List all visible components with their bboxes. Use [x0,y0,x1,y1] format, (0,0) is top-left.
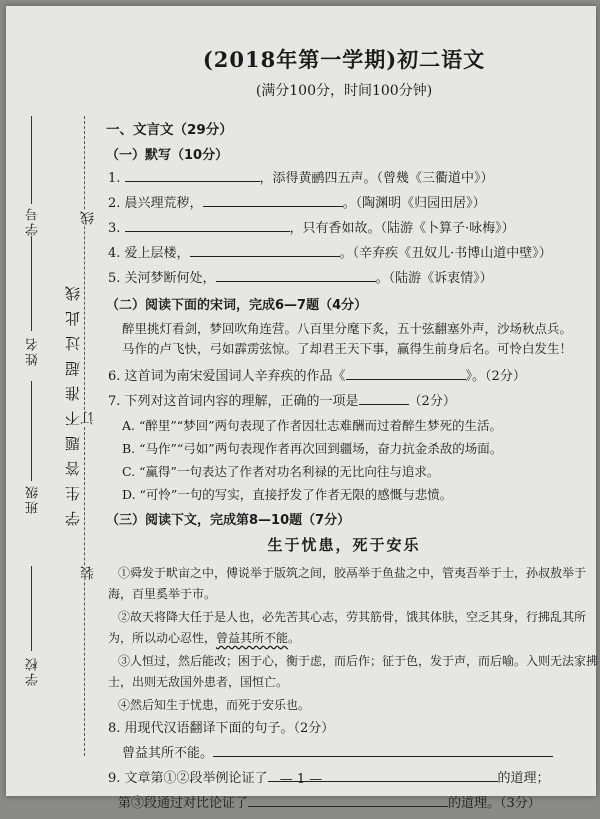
question-2: 2. 晨兴理荒秽， 。（陶渊明《归园田居》） [108,196,486,211]
question-1: 1. ，添得黄鹂四五声。（曾幾《三衢道中》） [108,171,494,186]
question-4: 4. 爱上层楼， 。（辛弃疾《丑奴儿·书博山道中壁》） [108,246,552,261]
page-number: — 1 — [279,772,323,787]
paragraph-3: ③人恒过，然后能改；困于心，衡于虑，而后作；征于色，发于声，而后喻。入则无法家拂 士，出则无敌国外患者，国恒亡。 [108,654,599,689]
zhuang-mark: 装 [80,566,96,580]
answer-blank-3[interactable] [125,219,290,232]
option-a: A. “醉里”“梦回”两句表现了作者因壮志难酬而过着醉生梦死的生活。 [122,418,503,433]
poem-line-2: 马作的卢飞快，弓如霹雳弦惊。了却君王天下事，赢得生前身后名。可怜白发生！ [122,341,573,356]
school-field[interactable] [31,566,32,651]
school-label: 学校 [26,656,41,686]
question-9-line-1: 9. 文章第①②段举例论证了 的道理； [108,771,550,786]
question-5: 5. 关河梦断何处， 。（陆游《诉衷情》） [108,271,493,286]
paragraph-1: ①舜发于畎亩之中，傅说举于版筑之间，胶鬲举于鱼盐之中，管夷吾举于士，孙叔敖举于 海，百里奚举于市。 [108,566,587,601]
question-9-line-2: 第③段通过对比论证了 的道理。（3分） [118,796,541,811]
section-1-heading: 一、文言文（29分） [106,122,233,138]
exam-content [104,44,599,819]
question-8: 8. 用现代汉语翻译下面的句子。（2分） [108,721,335,736]
option-d: D. “可怜”一句的写实，直接抒发了作者无限的感慨与悲愤。 [122,487,453,502]
option-b: B. “马作”“弓如”两句表现作者再次回到疆场，奋力抗金杀敌的场面。 [122,441,503,456]
poem-line-1: 醉里挑灯看剑，梦回吹角连营。八百里分麾下炙，五十弦翻塞外声，沙场秋点兵。 [122,321,573,336]
option-c: C. “赢得”一句表达了作者对功名利禄的无比向往与追求。 [122,464,440,479]
answer-blank-6[interactable] [346,367,466,380]
ding-mark: 订 [80,411,96,425]
part-1-heading: （一）默写（10分） [106,148,229,163]
answer-blank-1[interactable] [125,169,260,182]
id-field[interactable] [31,116,32,204]
class-label: 班级 [26,484,41,514]
name-label: 姓名 [26,336,41,366]
name-field[interactable] [31,236,32,331]
part-3-heading: （三）阅读下文，完成第8—10题（7分） [106,513,351,528]
part-2-heading: （二）阅读下面的宋词，完成6—7题（4分） [106,298,368,313]
question-7: 7. 下列对这首词内容的理解，正确的一项是 （2分） [108,394,456,409]
paragraph-2: ②故天将降大任于是人也，必先苦其心志，劳其筋骨，饿其体肤，空乏其身，行拂乱其所 为，所以动心忍性，曾益其所不能。 [108,610,587,645]
answer-blank-4[interactable] [190,244,340,257]
answer-blank-2[interactable] [203,194,343,207]
passage-title: 生于忧患，死于安乐 [267,536,421,554]
question-8-sentence: 曾益其所不能。 [122,744,584,762]
binding-strip [6,6,98,796]
id-label: 学号 [26,206,41,236]
answer-blank-5[interactable] [216,269,376,282]
page-title: (2018年第一学期)初二语文 [202,47,486,72]
page-subtitle: (满分100分，时间100分钟) [255,83,433,99]
answer-blank-9b[interactable] [248,794,448,807]
boundary-warning: 学生答题不准超过此线 [64,276,82,526]
question-3: 3. ，只有香如故。（陆游《卜算子·咏梅》） [108,221,515,236]
answer-blank-8[interactable] [213,744,553,757]
xian-mark: 线 [80,211,96,225]
paragraph-4: ④然后知生于忧患，而死于安乐也。 [118,698,311,712]
poem-text [122,319,584,359]
answer-blank-7[interactable] [359,392,409,405]
question-6: 6. 这首词为南宋爱国词人辛弃疾的作品《 》。（2分） [108,369,526,384]
marked-sentence: 曾益其所不能 [216,631,289,645]
class-field[interactable] [31,381,32,481]
exam-paper [6,6,599,811]
